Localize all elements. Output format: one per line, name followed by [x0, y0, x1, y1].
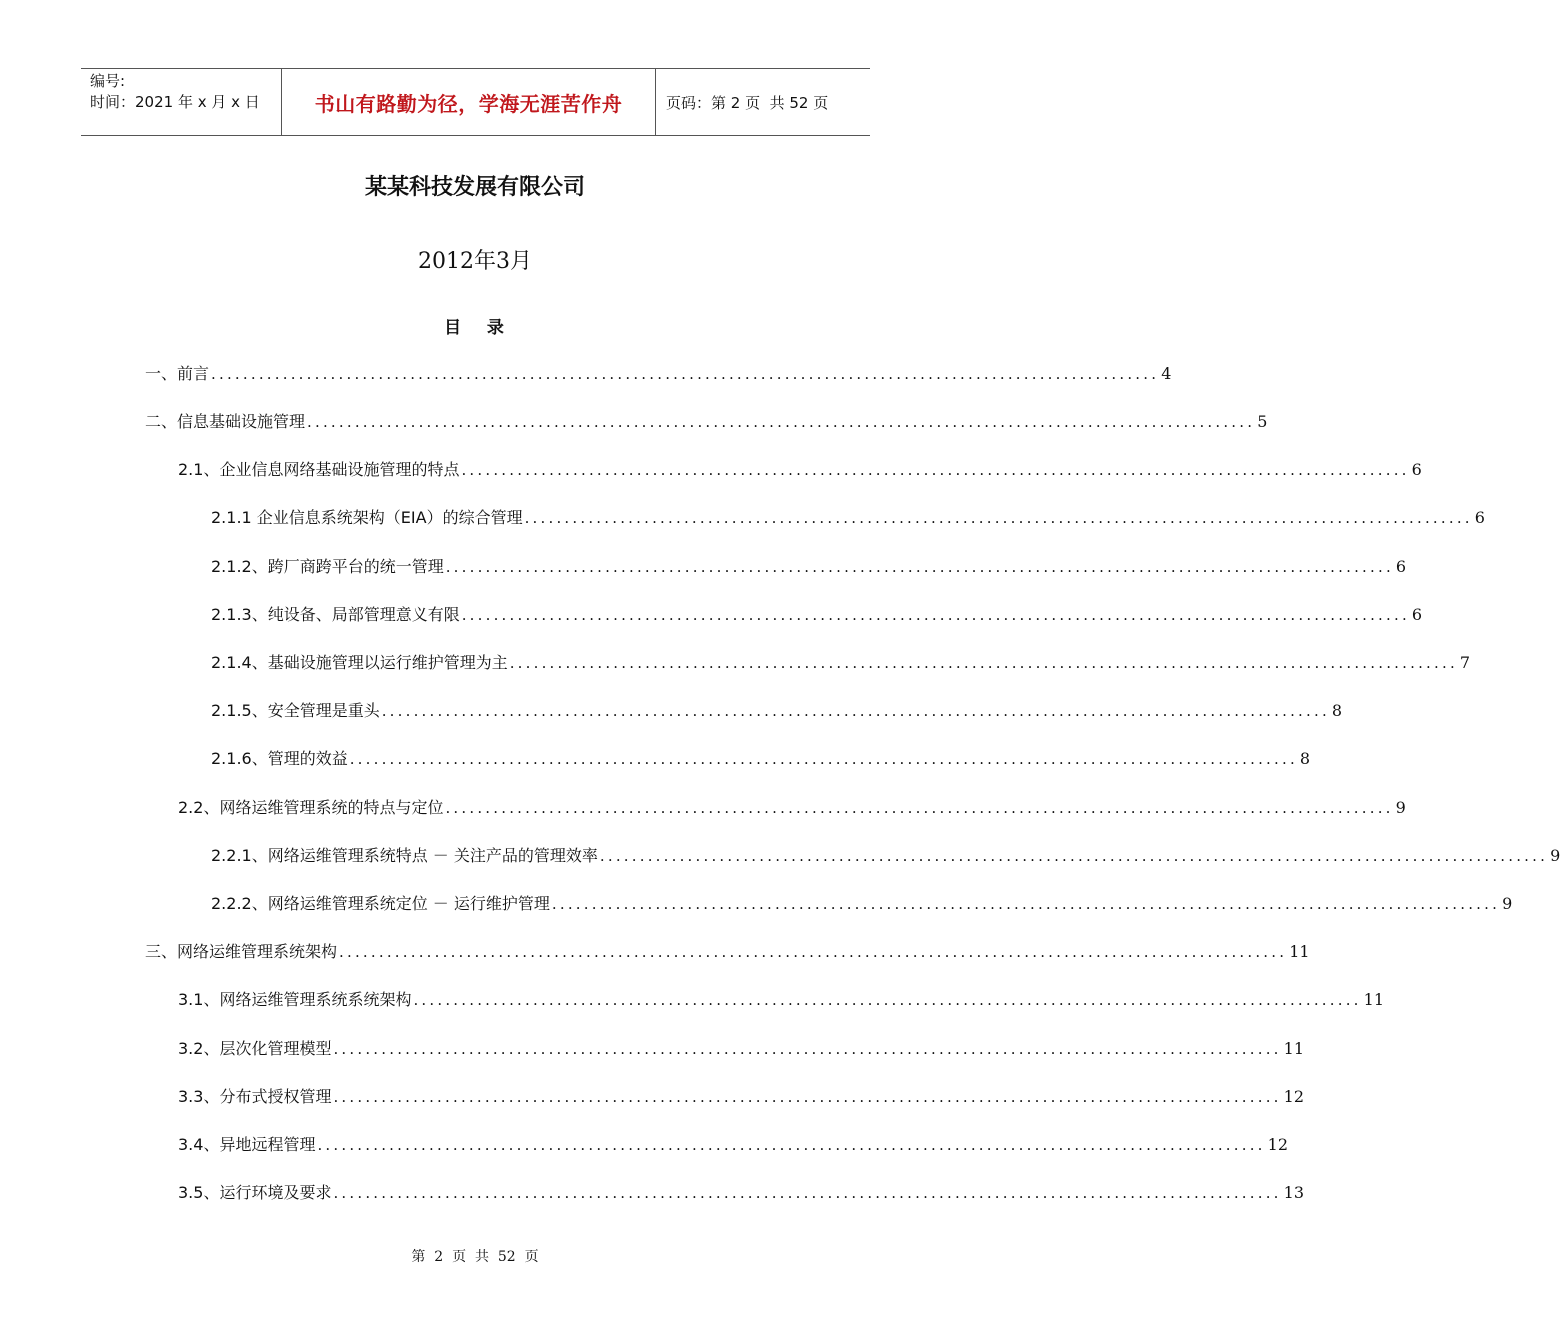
footer-page-number: 第 2 页 共 52 页 [411, 1249, 539, 1265]
toc-entry[interactable] [178, 457, 1422, 481]
toc-leader: ....................................................................................................................... [461, 461, 1410, 479]
toc-entry-label: 2.1.4、基础设施管理以运行维护管理为主 [211, 653, 508, 672]
toc-entry-label: 2.2.1、网络运维管理系统特点 － 关注产品的管理效率 [211, 846, 598, 865]
toc-leader: ....................................................................................................................... [339, 943, 1288, 961]
toc-entry-page: 12 [1283, 1087, 1305, 1106]
toc-leader: ....................................................................................................................... [524, 509, 1473, 527]
toc-leader: ....................................................................................................................... [413, 991, 1362, 1009]
toc-entry[interactable] [178, 1180, 1305, 1204]
toc-entry[interactable] [211, 554, 1407, 578]
company-name: 某某科技发展有限公司 [364, 175, 585, 200]
toc-entry-page: 9 [1395, 798, 1406, 817]
toc-entry-label: 2.1.1 企业信息系统架构（EIA）的综合管理 [211, 508, 523, 527]
toc-entry-page: 6 [1395, 557, 1407, 576]
toc-entry-page: 11 [1289, 942, 1310, 961]
toc-entry-page: 11 [1283, 1039, 1305, 1058]
toc-leader: ....................................................................................................................... [317, 1136, 1266, 1154]
header-page-cell [656, 69, 870, 135]
toc-leader: ....................................................................................................................... [211, 365, 1160, 383]
document-date: 2012年3月 [418, 249, 532, 274]
toc-leader: ....................................................................................................................... [349, 750, 1298, 768]
toc-entry-page: 7 [1459, 653, 1471, 672]
toc-entry[interactable] [178, 1084, 1305, 1108]
toc-leader: ....................................................................................................................... [445, 799, 1394, 817]
toc-entry[interactable] [211, 602, 1423, 626]
page-header [81, 68, 870, 136]
toc-entry-label: 一、前言 [145, 364, 210, 383]
toc-entry-label: 2.1.5、安全管理是重头 [211, 701, 380, 720]
toc-entry-label: 3.4、异地远程管理 [178, 1135, 316, 1154]
toc-entry-page: 13 [1283, 1183, 1305, 1202]
toc-leader: ....................................................................................................................... [445, 558, 1394, 576]
toc-entry[interactable] [145, 939, 1310, 963]
toc-entry-label: 二、信息基础设施管理 [145, 412, 306, 431]
time-label: 时间：2021 年 x 月 x 日 [90, 93, 260, 111]
toc-entry[interactable] [211, 698, 1343, 722]
toc-entry-page: 6 [1411, 605, 1423, 624]
toc-leader: ....................................................................................................................... [599, 847, 1549, 865]
toc-leader: ....................................................................................................................... [307, 413, 1256, 431]
toc-leader: ....................................................................................................................... [333, 1040, 1282, 1058]
toc-entry-label: 2.1.6、管理的效益 [211, 749, 348, 768]
toc-leader: ....................................................................................................................... [551, 895, 1501, 913]
toc-entry[interactable] [211, 746, 1311, 770]
toc-leader: ....................................................................................................................... [461, 606, 1410, 624]
toc-entry[interactable] [145, 409, 1268, 433]
toc-entry-page: 8 [1299, 749, 1311, 768]
toc-entry-label: 2.1.2、跨厂商跨平台的统一管理 [211, 557, 444, 576]
toc-entry-label: 2.1.3、纯设备、局部管理意义有限 [211, 605, 460, 624]
toc-entry-label: 3.5、运行环境及要求 [178, 1183, 332, 1202]
toc-entry-page: 6 [1474, 508, 1485, 527]
toc-entry-page: 5 [1257, 412, 1268, 431]
toc-title: 目 录 [444, 318, 506, 338]
toc-leader: ....................................................................................................................... [333, 1184, 1282, 1202]
header-meta-cell [81, 69, 282, 135]
toc-entry[interactable] [211, 650, 1471, 674]
toc-leader: ....................................................................................................................... [381, 702, 1330, 720]
toc-entry-label: 2.2.2、网络运维管理系统定位 － 运行维护管理 [211, 894, 550, 913]
header-motto-cell [282, 69, 656, 135]
toc-entry-label: 3.2、层次化管理模型 [178, 1039, 332, 1058]
toc-entry-label: 3.3、分布式授权管理 [178, 1087, 332, 1106]
toc-entry-page: 4 [1161, 364, 1172, 383]
toc-entry[interactable] [211, 891, 1513, 915]
toc-entry-label: 三、网络运维管理系统架构 [145, 942, 338, 961]
toc-entry-page: 6 [1411, 460, 1422, 479]
toc-entry[interactable] [211, 505, 1485, 529]
toc-entry-label: 3.1、网络运维管理系统系统架构 [178, 990, 412, 1009]
toc-entry-label: 2.2、网络运维管理系统的特点与定位 [178, 798, 444, 817]
page-footer [0, 1246, 950, 1266]
toc-entry-page: 8 [1331, 701, 1343, 720]
toc-entry[interactable] [145, 361, 1172, 385]
motto-text: 书山有路勤为径，学海无涯苦作舟 [314, 91, 623, 116]
toc-entry[interactable] [178, 1132, 1289, 1156]
toc-entry-page: 9 [1550, 846, 1560, 865]
toc-entry[interactable] [178, 795, 1406, 819]
toc-entry[interactable] [211, 843, 1560, 867]
toc-entry-page: 11 [1363, 990, 1385, 1009]
toc-entry[interactable] [178, 1036, 1305, 1060]
toc-entry-label: 2.1、企业信息网络基础设施管理的特点 [178, 460, 460, 479]
toc-entry-page: 12 [1267, 1135, 1289, 1154]
header-page-info: 页码：第 2 页 共 52 页 [666, 93, 829, 112]
toc-leader: ....................................................................................................................... [509, 654, 1458, 672]
toc-entry-page: 9 [1502, 894, 1513, 913]
serial-label: 编号: [90, 72, 126, 90]
toc-leader: ....................................................................................................................... [333, 1088, 1282, 1106]
toc-entry[interactable] [178, 987, 1385, 1011]
